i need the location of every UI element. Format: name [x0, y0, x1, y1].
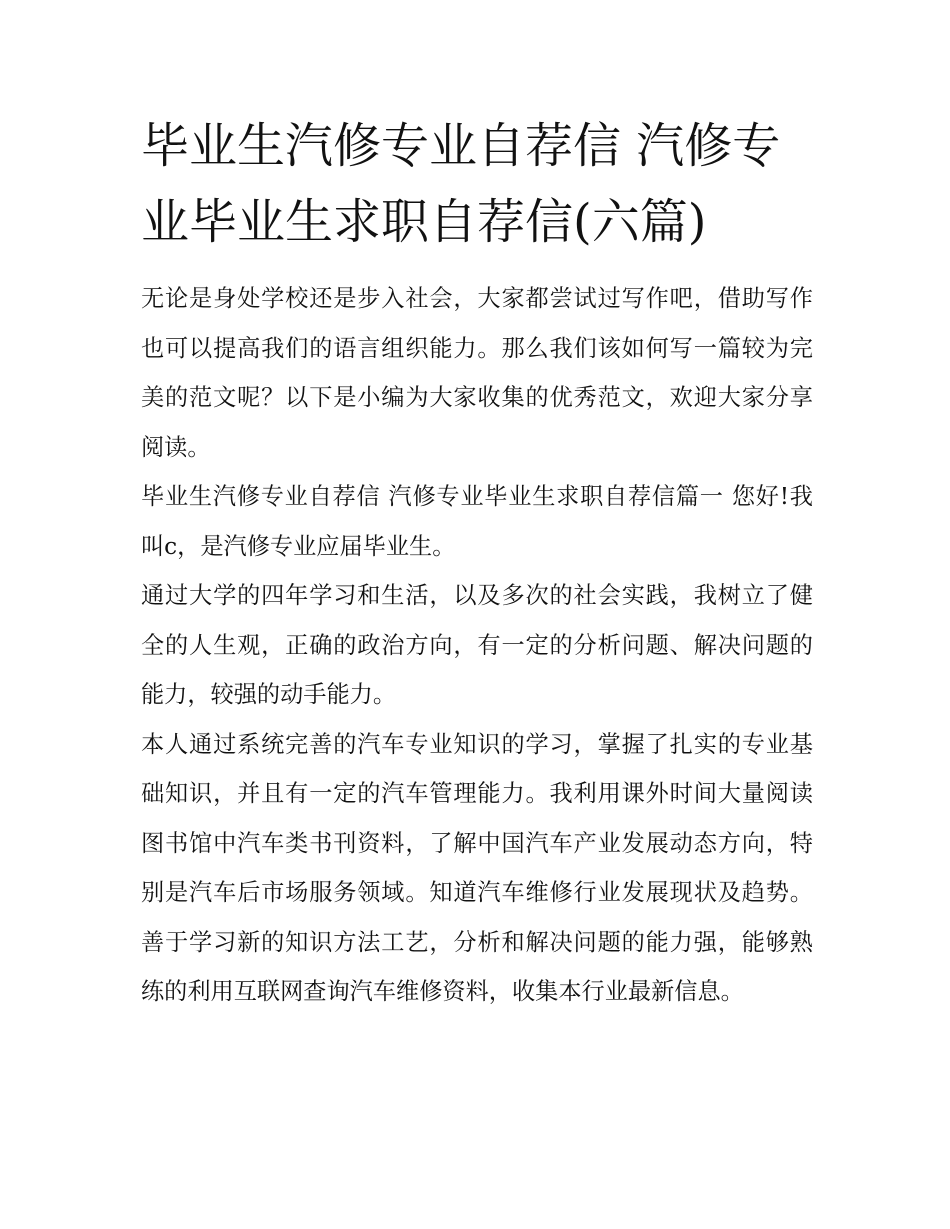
- document-body: [141, 274, 813, 1017]
- paragraph-study-life: 通过大学的四年学习和生活，以及多次的社会实践，我树立了健全的人生观，正确的政治方向，有一定的分析问题、解决问题的能力，较强的动手能力。: [141, 582, 813, 708]
- document-title: 毕业生汽修专业自荐信 汽修专业毕业生求职自荐信(六篇): [141, 118, 781, 250]
- paragraph-greeting: 毕业生汽修专业自荐信 汽修专业毕业生求职自荐信篇一 您好!我叫c，是汽修专业应届毕业生。: [141, 483, 813, 560]
- paragraph-intro: 无论是身处学校还是步入社会，大家都尝试过写作吧，借助写作也可以提高我们的语言组织能力。那么我们该如何写一篇较为完美的范文呢？以下是小编为大家收集的优秀范文，欢迎大家分享阅读。: [141, 285, 813, 461]
- paragraph-professional-skills: 本人通过系统完善的汽车专业知识的学习，掌握了扎实的专业基础知识，并且有一定的汽车管理能力。我利用课外时间大量阅读图书馆中汽车类书刊资料，了解中国汽车产业发展动态方向，特别是汽车后市场服务领域。知道汽车维修行业发展现状及趋势。善于学习新的知识方法工艺，分析和解决问题的能力强，能够熟练的利用互联网查询汽车维修资料，收集本行业最新信息。: [141, 730, 813, 1005]
- document-page: [141, 108, 813, 1017]
